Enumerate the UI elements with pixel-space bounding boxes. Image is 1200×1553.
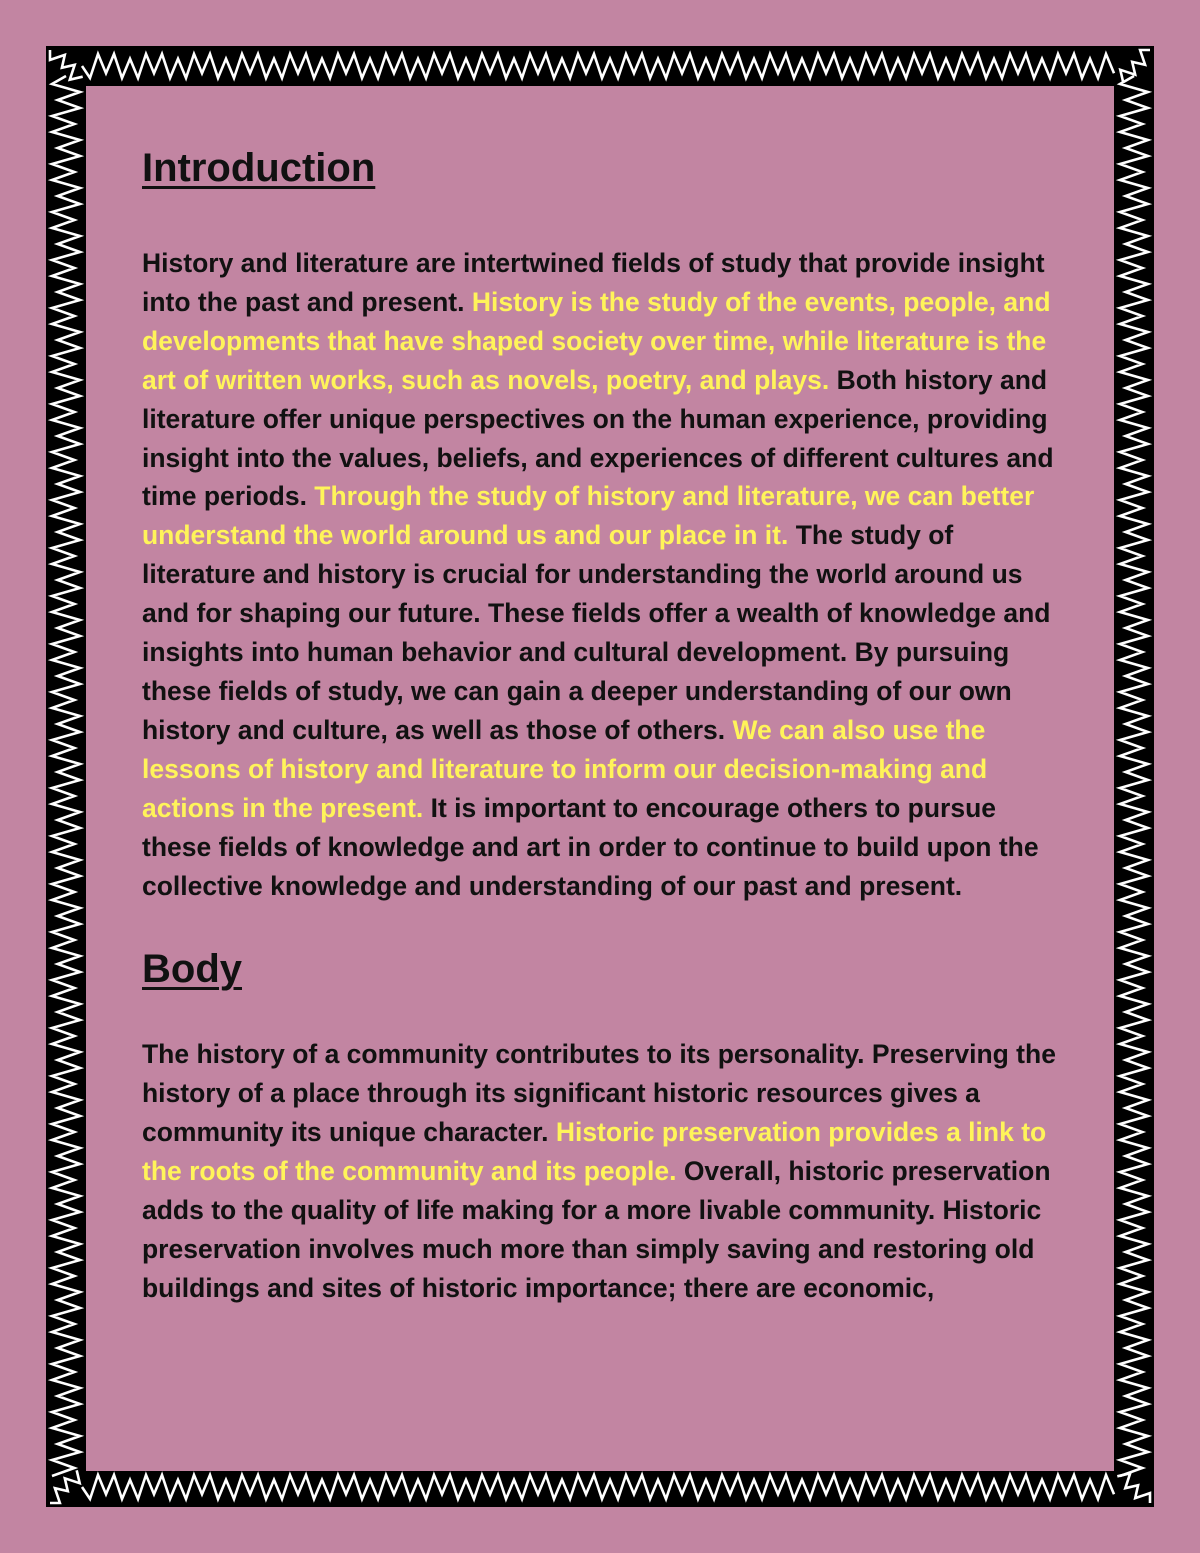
text-segment: It is important to encourage others to pursue these fields of knowledge and art in order to continue to build upon the collective knowledge and understanding of our past and present. — [142, 792, 1039, 901]
highlighted-text-segment: Through the study of history and literature, we can better understand the world around us and our place in it. — [142, 481, 1035, 551]
introduction-heading: Introduction — [142, 146, 376, 190]
text-segment: Both history and literature offer unique perspectives on the human experience, providing insight into the values, beliefs, and experiences of different cultures and time periods. — [142, 364, 1054, 512]
body-paragraph — [142, 1035, 1072, 1307]
text-segment: Overall, historic preservation adds to the quality of life making for a more livable community. Historic preservation involves much more than simply saving and restoring old buildings and sites of historic importance; there are economic, — [142, 1156, 1051, 1303]
highlighted-text-segment: We can also use the lessons of history and literature to inform our decision-making and actions in the present. — [142, 714, 988, 823]
body-heading: Body — [142, 947, 242, 992]
highlighted-text-segment: History is the study of the events, people, and developments that have shaped society over time, while literature is the art of written works, such as novels, poetry, and plays. — [142, 286, 1051, 395]
document-content — [142, 142, 1072, 1308]
text-segment: The history of a community contributes to its personality. Preserving the history of a place through its significant historic resources gives a community its unique character. — [142, 1039, 1056, 1148]
highlighted-text-segment: Historic preservation provides a link to the roots of the community and its people. — [142, 1117, 1047, 1187]
text-segment: History and literature are intertwined fields of study that provide insight into the past and present. — [142, 248, 1045, 317]
text-segment: The study of literature and history is crucial for understanding the world around us and for shaping our future. These fields offer a wealth of knowledge and insights into human behavior and cultural development. By pursuing these fields of study, we can gain a deeper understanding of our own history and culture, as well as those of others. — [142, 520, 1051, 745]
introduction-paragraph — [142, 244, 1072, 905]
